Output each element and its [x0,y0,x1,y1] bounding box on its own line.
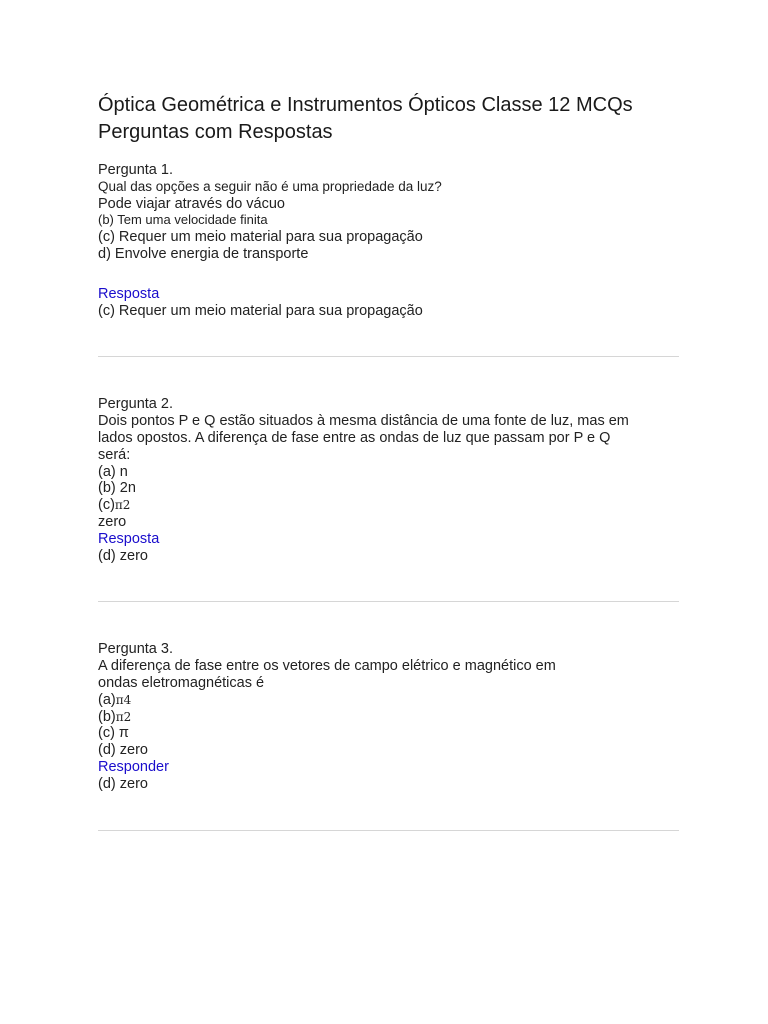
option-d: d) Envolve energia de transporte [98,245,309,262]
answer-link[interactable]: Responder [98,758,169,775]
document-page [98,92,679,831]
option-d: zero [98,513,127,530]
option-a-formula: π4 [115,692,132,707]
question-label: Pergunta 3. [98,641,173,658]
option-c: (c) Requer um meio material para sua propagação [98,229,423,246]
question-1 [98,162,679,319]
answer-link[interactable]: Resposta [98,530,160,547]
option-d: (d) zero [98,742,148,759]
answer-text: (c) Requer um meio material para sua propagação [98,302,423,319]
question-text-line-3: será: [98,446,131,463]
page-title [98,92,679,146]
option-b [98,709,679,726]
option-c [98,497,679,514]
answer-text: (d) zero [98,775,148,792]
question-text-line-2: ondas eletromagnéticas é [98,674,265,691]
question-text-line-1: A diferença de fase entre os vetores de campo elétrico e magnético em [98,658,556,675]
option-a [98,692,679,709]
question-2 [98,396,679,564]
option-c-label: (c) [98,497,115,514]
title-line-2: Perguntas com Respostas [98,121,333,143]
option-a: Pode viajar através do vácuo [98,195,285,212]
option-b-label: (b) [98,708,116,725]
section-divider [98,601,679,602]
question-3 [98,641,679,792]
option-b-formula: π2 [115,709,132,724]
option-a: (a) n [98,463,128,480]
option-a-label: (a) [98,691,116,708]
option-c-formula: π2 [114,498,131,513]
question-text-line-2: lados opostos. A diferença de fase entre as ondas de luz que passam por P e Q [98,429,611,446]
section-divider [98,830,679,831]
question-label: Pergunta 1. [98,162,173,178]
option-b: (b) Tem uma velocidade finita [98,212,268,228]
option-b: (b) 2n [98,480,136,497]
section-divider [98,356,679,357]
title-line-1: Óptica Geométrica e Instrumentos Ópticos Classe 12 MCQs [98,94,633,116]
question-text: Qual das opções a seguir não é uma propriedade da luz? [98,178,442,194]
question-text-line-1: Dois pontos P e Q estão situados à mesma distância de uma fonte de luz, mas em [98,413,629,430]
option-c: (c) π [98,725,129,742]
question-label: Pergunta 2. [98,396,173,413]
answer-text: (d) zero [98,547,148,564]
answer-link[interactable]: Resposta [98,285,160,302]
